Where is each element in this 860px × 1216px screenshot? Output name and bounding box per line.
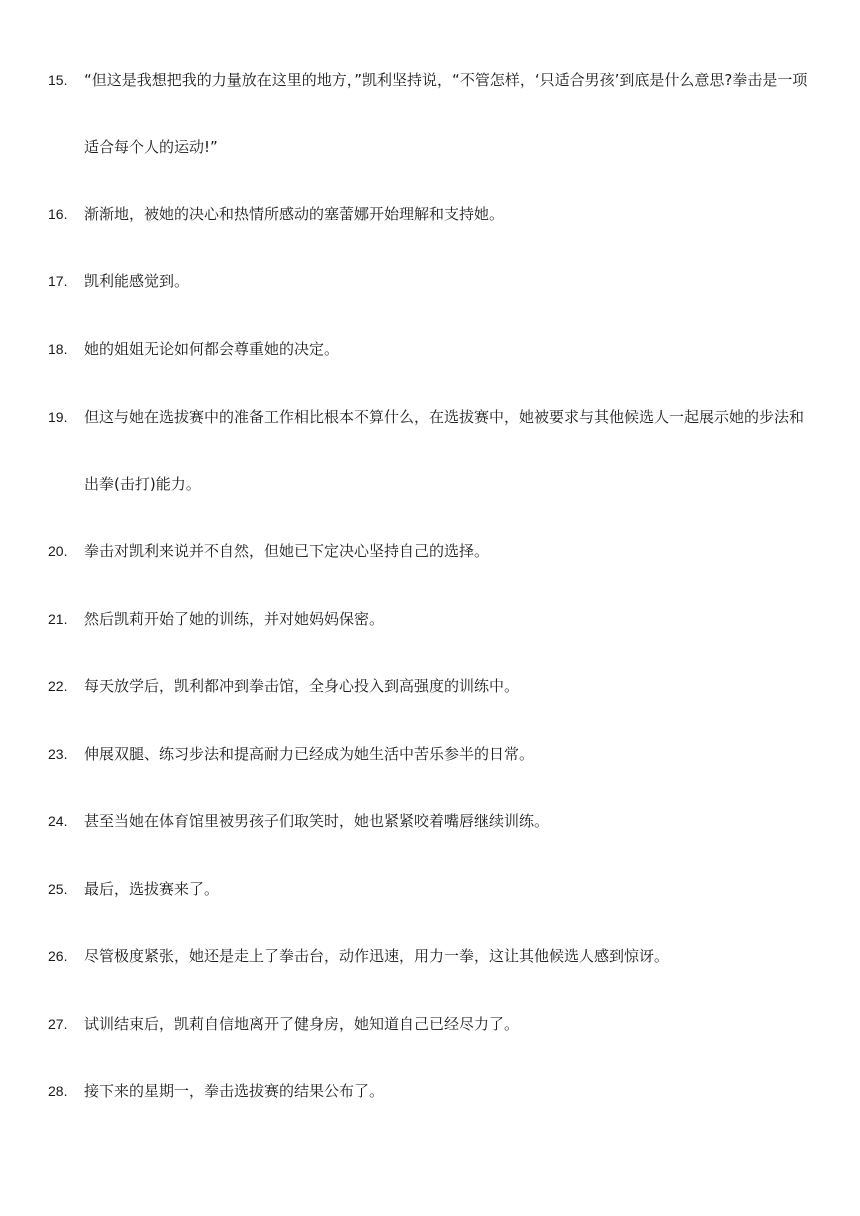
item-number: 18. (48, 341, 68, 357)
item-text: 但这与她在选拔赛中的准备工作相比根本不算什么，在选拔赛中，她被要求与其他候选人一起展示她的步法和出拳(击打)能力。 (84, 408, 805, 493)
list-item (48, 923, 818, 990)
item-number: 27. (48, 1016, 68, 1032)
list-item (48, 788, 818, 855)
list-item (48, 181, 818, 248)
list-item (48, 721, 818, 788)
item-number: 24. (48, 813, 68, 829)
item-number: 17. (48, 273, 68, 289)
item-text: 渐渐地，被她的决心和热情所感动的塞蕾娜开始理解和支持她。 (84, 205, 505, 223)
item-number: 20. (48, 543, 68, 559)
item-text: 然后凯莉开始了她的训练，并对她妈妈保密。 (84, 610, 385, 628)
item-number: 21. (48, 611, 68, 627)
item-text: 拳击对凯利来说并不自然，但她已下定决心坚持自己的选择。 (84, 542, 490, 560)
item-number: 26. (48, 948, 68, 964)
item-text: 接下来的星期一，拳击选拔赛的结果公布了。 (84, 1082, 385, 1100)
list-item (48, 248, 818, 315)
list-item (48, 991, 818, 1058)
item-number: 28. (48, 1083, 68, 1099)
list-item (48, 653, 818, 720)
list-item (48, 518, 818, 585)
list-item (48, 1058, 818, 1125)
item-number: 23. (48, 746, 68, 762)
list-item (48, 47, 818, 181)
item-text: 最后，选拔赛来了。 (84, 880, 220, 898)
item-text: 每天放学后，凯利都冲到拳击馆，全身心投入到高强度的训练中。 (84, 677, 520, 695)
item-number: 22. (48, 678, 68, 694)
item-number: 15. (48, 72, 68, 88)
item-text: 伸展双腿、练习步法和提高耐力已经成为她生活中苦乐参半的日常。 (84, 745, 535, 763)
item-text: 她的姐姐无论如何都会尊重她的决定。 (84, 340, 340, 358)
list-item (48, 586, 818, 653)
list-item (48, 856, 818, 923)
list-item (48, 316, 818, 383)
item-text: 试训结束后，凯莉自信地离开了健身房，她知道自己已经尽力了。 (84, 1015, 520, 1033)
item-text: 凯利能感觉到。 (84, 272, 190, 290)
item-number: 25. (48, 881, 68, 897)
item-number: 19. (48, 409, 68, 425)
item-number: 16. (48, 206, 68, 222)
item-text: 尽管极度紧张，她还是走上了拳击台，动作迅速，用力一拳，这让其他候选人感到惊讶。 (84, 947, 670, 965)
item-text: 甚至当她在体育馆里被男孩子们取笑时，她也紧紧咬着嘴唇继续训练。 (84, 812, 550, 830)
list-item (48, 384, 818, 518)
item-text: “但这是我想把我的力量放在这里的地方，”凯利坚持说，“不管怎样，‘只适合男孩’到底是什么意思?拳击是一项适合每个人的运动!” (84, 71, 808, 156)
